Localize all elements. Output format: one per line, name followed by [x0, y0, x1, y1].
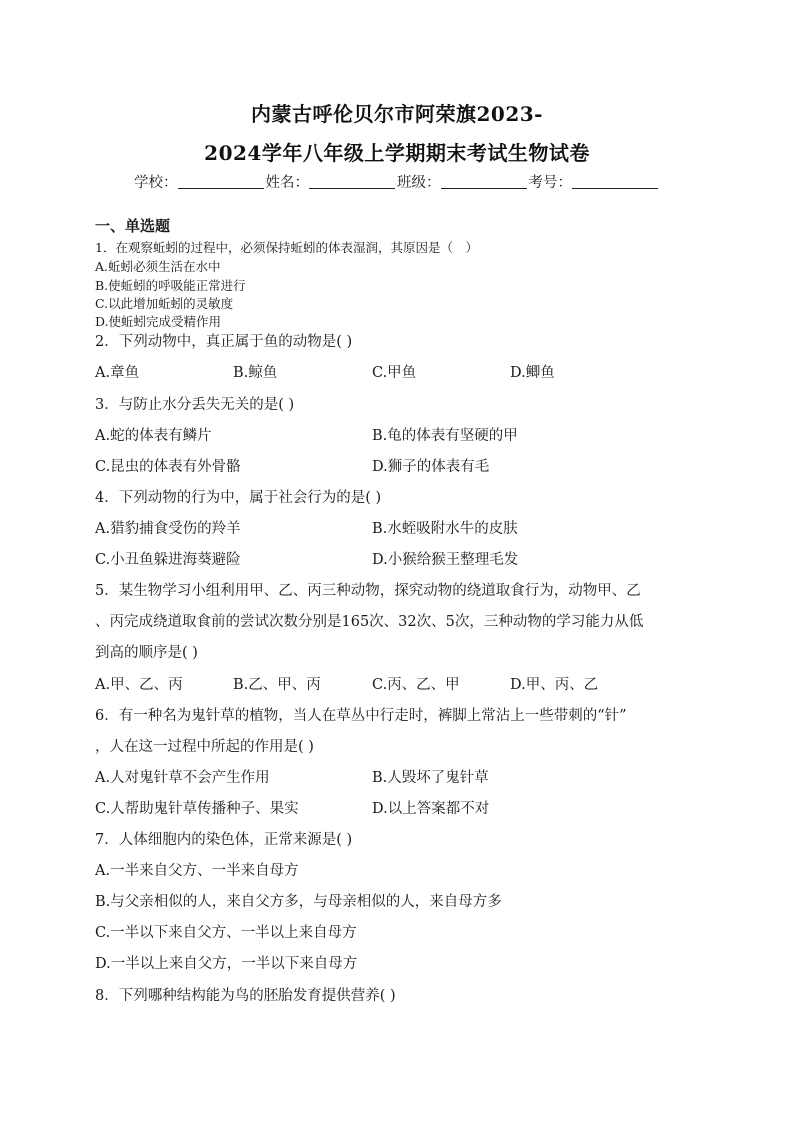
question-1-stem: 1．在观察蚯蚓的过程中，必须保持蚯蚓的体表湿润，其原因是（ ）: [95, 240, 478, 255]
class-label: 班级：: [397, 175, 441, 191]
question-5-option-d: D.甲、丙、乙: [510, 677, 599, 693]
name-label: 姓名：: [265, 175, 309, 191]
question-3-option-b: B.龟的体表有坚硬的甲: [372, 428, 518, 444]
question-5-option-c: C.丙、乙、甲: [372, 677, 460, 693]
question-6-option-a: A.人对鬼针草不会产生作用: [95, 770, 270, 786]
exam-title-line-2: 2024学年八年级上学期期末考试生物试卷: [204, 141, 590, 165]
question-5-option-a: A.甲、乙、丙: [95, 677, 183, 693]
question-2-option-c: C.甲鱼: [372, 365, 417, 381]
question-5-stem-line-1: 5．某生物学习小组利用甲、乙、丙三种动物，探究动物的绕道取食行为，动物甲、乙: [95, 583, 641, 599]
question-4-stem: 4．下列动物的行为中，属于社会行为的是( ): [95, 490, 382, 506]
question-1-option-d: D.使蚯蚓完成受精作用: [95, 314, 222, 329]
question-1-option-b: B.使蚯蚓的呼吸能正常进行: [95, 278, 246, 293]
question-2-option-b: B.鲸鱼: [233, 365, 278, 381]
school-blank: [178, 174, 264, 189]
question-5-stem-line-2: 、丙完成绕道取食前的尝试次数分别是165次、32次、5次，三种动物的学习能力从低: [95, 614, 644, 630]
class-blank: [441, 174, 527, 189]
question-2-option-d: D.鲫鱼: [510, 365, 555, 381]
question-3-option-a: A.蛇的体表有鳞片: [95, 428, 212, 444]
student-info-row: [0, 171, 794, 192]
question-3-stem: 3．与防止水分丢失无关的是( ): [95, 397, 295, 413]
question-7-option-a: A.一半来自父方、一半来自母方: [95, 863, 299, 879]
school-label: 学校：: [134, 175, 178, 191]
exam-no-label: 考号：: [528, 175, 572, 191]
question-3-option-d: D.狮子的体表有毛: [372, 459, 490, 475]
name-blank: [309, 174, 395, 189]
exam-no-blank: [572, 174, 658, 189]
question-1-option-a: A.蚯蚓必须生活在水中: [95, 259, 221, 274]
question-6-stem-line-1: 6．有一种名为鬼针草的植物，当人在草丛中行走时，裤脚上常沾上一些带刺的“针”: [95, 708, 627, 724]
question-4-option-a: A.猎豹捕食受伤的羚羊: [95, 521, 241, 537]
question-7-option-c: C.一半以下来自父方、一半以上来自母方: [95, 925, 357, 941]
question-4-option-d: D.小猴给猴王整理毛发: [372, 552, 519, 568]
question-2-stem: 2．下列动物中，真正属于鱼的动物是( ): [95, 334, 353, 350]
question-3-option-c: C.昆虫的体表有外骨骼: [95, 459, 241, 475]
question-4-option-b: B.水蛭吸附水牛的皮肤: [372, 521, 518, 537]
question-7-stem: 7．人体细胞内的染色体，正常来源是( ): [95, 832, 353, 848]
question-6-option-b: B.人毁坏了鬼针草: [372, 770, 489, 786]
question-2-option-a: A.章鱼: [95, 365, 140, 381]
question-6-option-c: C.人帮助鬼针草传播种子、果实: [95, 801, 299, 817]
question-8-stem: 8．下列哪种结构能为鸟的胚胎发育提供营养( ): [95, 988, 396, 1004]
question-7-option-d: D.一半以上来自父方，一半以下来自母方: [95, 956, 358, 972]
section-heading: 一、单选题: [95, 217, 171, 235]
question-5-stem-line-3: 到高的顺序是( ): [95, 645, 198, 661]
question-6-stem-line-2: ，人在这一过程中所起的作用是( ): [95, 739, 314, 755]
exam-title-line-1: 内蒙古呼伦贝尔市阿荣旗2023-: [251, 102, 543, 126]
question-1-option-c: C.以此增加蚯蚓的灵敏度: [95, 296, 234, 311]
question-4-option-c: C.小丑鱼躲进海葵避险: [95, 552, 241, 568]
question-7-option-b: B.与父亲相似的人，来自父方多，与母亲相似的人，来自母方多: [95, 894, 502, 910]
question-5-option-b: B.乙、甲、丙: [233, 677, 321, 693]
question-6-option-d: D.以上答案都不对: [372, 801, 490, 817]
